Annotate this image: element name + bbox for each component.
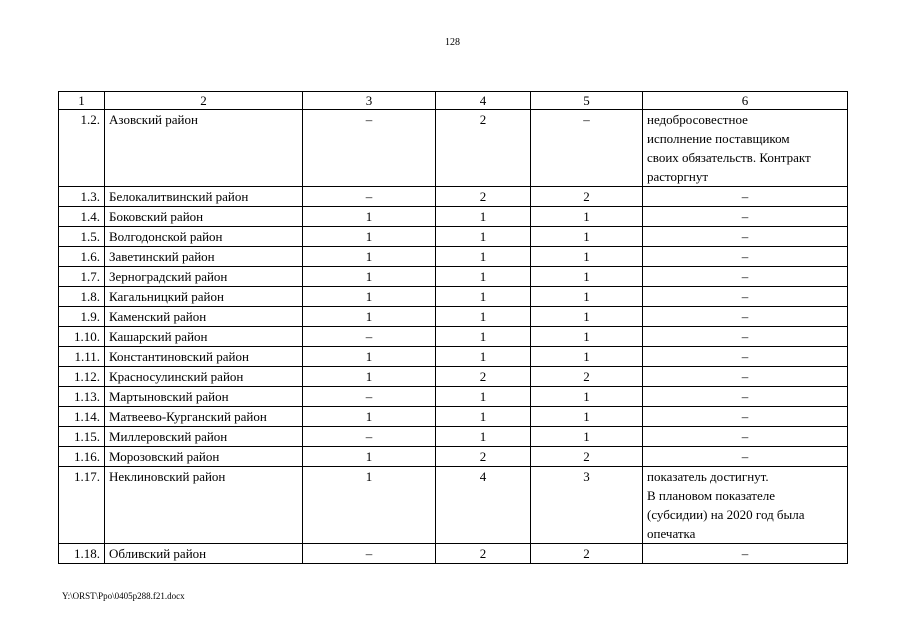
column-4-cell: 1 [436,327,531,347]
note-line: расторгнут [647,169,709,184]
row-number-cell: 1.14. [59,407,105,427]
note-line: недобросовестное [647,112,748,127]
row-number-cell: 1.10. [59,327,105,347]
note-line: опечатка [647,526,696,541]
note-cell [643,327,848,347]
row-number-cell: 1.8. [59,287,105,307]
row-number-cell: 1.11. [59,347,105,367]
table-row [59,187,848,207]
row-number-cell: 1.5. [59,227,105,247]
column-3-cell: – [303,327,436,347]
note-cell [643,207,848,227]
district-name-cell: Неклиновский район [105,467,303,544]
column-5-cell: – [531,110,643,187]
district-name-cell: Заветинский район [105,247,303,267]
row-number-cell: 1.13. [59,387,105,407]
note-line: – [741,449,749,464]
column-5-cell: 1 [531,287,643,307]
column-3-cell: 1 [303,287,436,307]
column-5-cell: 1 [531,387,643,407]
row-number-cell: 1.15. [59,427,105,447]
table-header-row [59,92,848,110]
note-line: исполнение поставщиком [647,131,790,146]
header-cell: 2 [105,92,303,110]
table-row [59,110,848,187]
header-cell: 5 [531,92,643,110]
column-5-cell: 2 [531,544,643,564]
note-line: – [741,269,749,284]
column-3-cell: – [303,544,436,564]
column-3-cell: – [303,427,436,447]
column-4-cell: 1 [436,307,531,327]
table-row [59,387,848,407]
table-row [59,287,848,307]
column-5-cell: 1 [531,247,643,267]
table-row [59,227,848,247]
district-name-cell: Красносулинский район [105,367,303,387]
column-5-cell: 2 [531,447,643,467]
column-5-cell: 1 [531,227,643,247]
note-cell [643,307,848,327]
table-row [59,247,848,267]
note-cell [643,544,848,564]
row-number-cell: 1.12. [59,367,105,387]
column-3-cell: 1 [303,267,436,287]
column-5-cell: 2 [531,367,643,387]
note-cell [643,287,848,307]
column-4-cell: 1 [436,347,531,367]
column-3-cell: – [303,187,436,207]
district-name-cell: Миллеровский район [105,427,303,447]
table-row [59,367,848,387]
header-cell: 1 [59,92,105,110]
row-number-cell: 1.9. [59,307,105,327]
column-4-cell: 1 [436,207,531,227]
table-row [59,347,848,367]
column-4-cell: 1 [436,227,531,247]
note-cell [643,387,848,407]
column-5-cell: 1 [531,347,643,367]
note-line: – [741,189,749,204]
column-4-cell: 2 [436,447,531,467]
note-cell [643,467,848,544]
note-line: своих обязательств. Контракт [647,150,811,165]
note-line: – [741,389,749,404]
row-number-cell: 1.4. [59,207,105,227]
column-4-cell: 1 [436,287,531,307]
note-line: – [741,369,749,384]
column-4-cell: 2 [436,367,531,387]
row-number-cell: 1.18. [59,544,105,564]
data-table [58,91,848,564]
file-path-footer: Y:\ORST\Ppo\0405p288.f21.docx [62,591,185,601]
district-name-cell: Каменский район [105,307,303,327]
column-3-cell: – [303,387,436,407]
column-5-cell: 1 [531,307,643,327]
column-4-cell: 2 [436,544,531,564]
table-row [59,427,848,447]
note-line: – [741,309,749,324]
note-line: – [741,229,749,244]
district-name-cell: Волгодонской район [105,227,303,247]
table-row [59,544,848,564]
table-row [59,327,848,347]
column-4-cell: 2 [436,110,531,187]
note-cell [643,187,848,207]
note-line: показатель достигнут. [647,469,769,484]
table-row [59,467,848,544]
column-3-cell: 1 [303,367,436,387]
row-number-cell: 1.2. [59,110,105,187]
row-number-cell: 1.16. [59,447,105,467]
column-4-cell: 1 [436,407,531,427]
column-4-cell: 4 [436,467,531,544]
district-name-cell: Белокалитвинский район [105,187,303,207]
header-cell: 6 [643,92,848,110]
table-row [59,207,848,227]
column-3-cell: 1 [303,247,436,267]
column-5-cell: 1 [531,407,643,427]
column-3-cell: 1 [303,467,436,544]
note-line: (субсидии) на 2020 год была [647,507,805,522]
district-name-cell: Морозовский район [105,447,303,467]
district-name-cell: Азовский район [105,110,303,187]
note-cell [643,427,848,447]
note-line: – [741,409,749,424]
note-cell [643,247,848,267]
table-row [59,267,848,287]
column-5-cell: 2 [531,187,643,207]
note-line: – [741,546,749,561]
column-5-cell: 1 [531,267,643,287]
district-name-cell: Мартыновский район [105,387,303,407]
note-line: – [741,329,749,344]
district-name-cell: Матвеево-Курганский район [105,407,303,427]
note-line: – [741,209,749,224]
note-line: – [741,429,749,444]
note-cell [643,367,848,387]
note-line: – [741,249,749,264]
column-3-cell: 1 [303,407,436,427]
column-4-cell: 1 [436,247,531,267]
district-name-cell: Кагальницкий район [105,287,303,307]
district-name-cell: Кашарский район [105,327,303,347]
table-row [59,447,848,467]
row-number-cell: 1.7. [59,267,105,287]
row-number-cell: 1.6. [59,247,105,267]
page-number: 128 [445,37,460,48]
district-name-cell: Константиновский район [105,347,303,367]
column-3-cell: 1 [303,347,436,367]
column-5-cell: 3 [531,467,643,544]
note-cell [643,407,848,427]
column-5-cell: 1 [531,327,643,347]
district-name-cell: Боковский район [105,207,303,227]
note-cell [643,447,848,467]
column-4-cell: 2 [436,187,531,207]
note-line: – [741,289,749,304]
note-cell [643,227,848,247]
note-cell [643,110,848,187]
column-5-cell: 1 [531,427,643,447]
note-cell [643,267,848,287]
column-4-cell: 1 [436,427,531,447]
note-line: – [741,349,749,364]
column-3-cell: 1 [303,207,436,227]
district-name-cell: Обливский район [105,544,303,564]
column-4-cell: 1 [436,267,531,287]
column-3-cell: 1 [303,447,436,467]
column-5-cell: 1 [531,207,643,227]
column-3-cell: 1 [303,227,436,247]
note-line: В плановом показателе [647,488,775,503]
note-cell [643,347,848,367]
district-name-cell: Зерноградский район [105,267,303,287]
column-3-cell: – [303,110,436,187]
column-3-cell: 1 [303,307,436,327]
table-row [59,307,848,327]
header-cell: 4 [436,92,531,110]
header-cell: 3 [303,92,436,110]
table-row [59,407,848,427]
row-number-cell: 1.17. [59,467,105,544]
column-4-cell: 1 [436,387,531,407]
row-number-cell: 1.3. [59,187,105,207]
